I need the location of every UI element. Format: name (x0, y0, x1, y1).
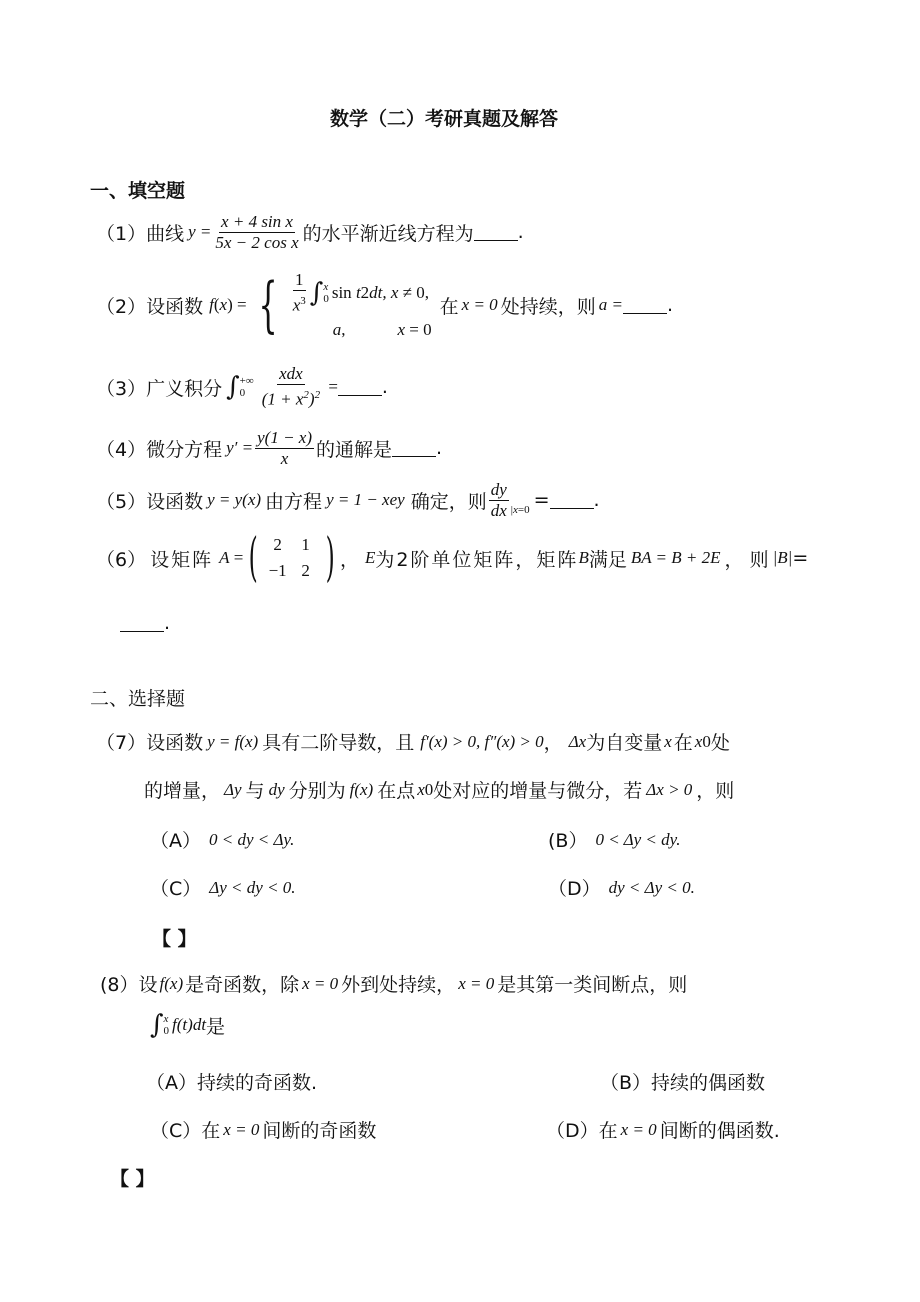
option-b[interactable]: （B） 持续的偶函数 (600, 1072, 766, 1094)
question-number: (8） (100, 974, 139, 996)
option-d[interactable]: （D） dy < Δy < 0. (548, 877, 695, 900)
option-a[interactable]: （A） 0 < dy < Δy. (150, 829, 295, 852)
answer-blank[interactable] (474, 224, 518, 241)
question-8-integral: ∫ x 0 f(t)dt 是 (150, 1010, 226, 1040)
question-6-blank: . (120, 612, 170, 634)
option-c[interactable]: （C） Δy < dy < 0. (150, 877, 296, 900)
question-number: （5） (96, 490, 147, 513)
answer-blank[interactable] (623, 297, 667, 314)
question-3: （3） 广义积分 ∫ +∞ 0 $\frac{\text{xdx}}{(1 + x^2)^2}$ = . (96, 364, 388, 409)
page-title: 数学（二）考研真题及解答 (330, 108, 559, 130)
answer-blank[interactable] (550, 492, 594, 509)
answer-bracket[interactable]: 【 】 (110, 1168, 155, 1190)
question-7: （7） 设函数 y = f(x) 具有二阶导数，且 f′(x) > 0, f″(x) > 0 ， Δx 为自变量 x 在 x 0 处 (96, 728, 730, 755)
question-number: （4） (96, 438, 147, 461)
question-6: （6） 设矩阵 A = ( 2 1 −1 2 ) ， E 为2阶单位矩阵，矩阵 B 满足 BA = B + 2E ， 则 |B| = (96, 528, 809, 588)
question-number: （6） (96, 548, 147, 571)
question-2: （2） 设函数 f ( x ) = { $\frac{1}{x^3}$ ∫ x 0 sin t 2 dt, x ≠ 0, a , x = 0 在 x = 0 处持续，则 a = . (96, 270, 673, 340)
section-heading-fill-in: 一、填空题 (90, 180, 186, 202)
question-number: （2） (96, 295, 147, 318)
question-4: （4） 微分方程 y′ = $\frac{y(1 - x)}{x}$ 的通解是 . (96, 427, 443, 468)
section-heading-choice: 二、选择题 (90, 688, 186, 710)
question-5: （5） 设函数 y = y(x) 由方程 y = 1 − xe y 确定，则 $\frac{dy}{dx}$ |x=0 = . (96, 479, 600, 520)
answer-blank[interactable] (120, 615, 164, 632)
option-a[interactable]: （A） 持续的奇函数. (146, 1072, 318, 1094)
option-d[interactable]: （D） 在 x = 0 间断的偶函数. (546, 1119, 780, 1142)
question-number: （7） (96, 732, 147, 754)
question-7-line-2: 的增量， Δy 与 dy 分别为 f(x) 在点 x 0 处对应的增量与微分，若 Δx > 0 ，则 (144, 779, 735, 802)
question-8: (8） 设 f(x) 是奇函数，除 x = 0 外到处持续， x = 0 是其第一类间断点，则 (100, 970, 687, 997)
answer-blank[interactable] (392, 440, 436, 457)
question-number: （1） (96, 222, 147, 245)
answer-bracket[interactable]: 【 】 (152, 928, 197, 950)
fraction: $\frac{\text{x + 4 sin x}}{\text{5x − 2 cos x}}$ (215, 211, 299, 252)
option-c[interactable]: （C） 在 x = 0 间断的奇函数 (150, 1119, 377, 1142)
question-1: （1） 曲线 y = $\frac{\text{x + 4 sin x}}{\text{5x − 2 cos x}}$ 的水平渐近线方程为 . (96, 211, 524, 252)
option-b[interactable]: (B） 0 < Δy < dy. (548, 829, 681, 852)
answer-blank[interactable] (338, 379, 382, 396)
question-number: （3） (96, 377, 147, 400)
question-text: 曲线 (146, 222, 185, 245)
